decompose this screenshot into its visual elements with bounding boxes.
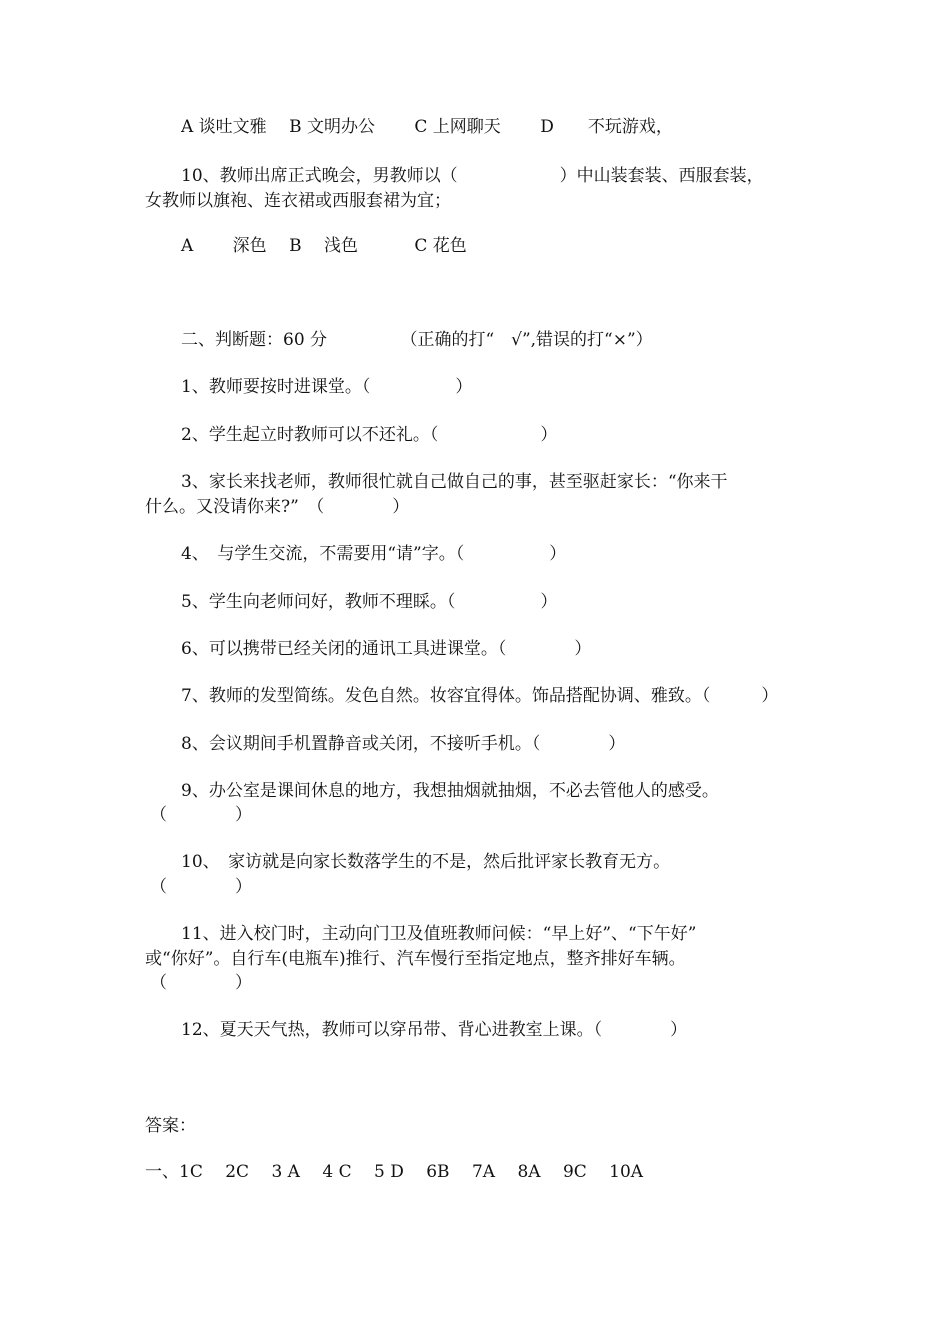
question-10-line-1: 10、教师出席正式晚会，男教师以（ ）中山装套装、西服套装， — [181, 166, 764, 186]
tf-item-5: 5、学生向老师问好，教师不理睬。（ ） — [181, 592, 558, 612]
tf-item-10-line-2: （ ） — [150, 877, 252, 897]
question-9-options: A 谈吐文雅 B 文明办公 C 上网聊天 D 不玩游戏， — [181, 117, 673, 137]
tf-item-11-line-3: （ ） — [150, 973, 252, 993]
section-2-heading: 二、判断题：60 分 （正确的打“ √”,错误的打“×”） — [181, 330, 653, 350]
tf-item-12: 12、夏天天气热，教师可以穿吊带、背心进教室上课。（ ） — [181, 1020, 688, 1040]
tf-item-11-line-1: 11、进入校门时，主动向门卫及值班教师问候：“早上好”、“下午好” — [181, 924, 697, 944]
tf-item-9-line-1: 9、办公室是课间休息的地方，我想抽烟就抽烟，不必去管他人的感受。 — [181, 781, 719, 801]
tf-item-6: 6、可以携带已经关闭的通讯工具进课堂。（ ） — [181, 639, 592, 659]
tf-item-4: 4、 与学生交流，不需要用“请”字。（ ） — [181, 544, 567, 564]
question-10-options: A 深色 B 浅色 C 花色 — [181, 236, 467, 256]
answers-label: 答案： — [145, 1116, 196, 1136]
tf-item-10-line-1: 10、 家访就是向家长数落学生的不是，然后批评家长教育无方。 — [181, 852, 671, 872]
tf-item-9-line-2: （ ） — [150, 805, 252, 825]
answers-line: 一、1C 2C 3 A 4 C 5 D 6B 7A 8A 9C 10A — [145, 1162, 644, 1182]
tf-item-1: 1、教师要按时进课堂。（ ） — [181, 377, 473, 397]
tf-item-7: 7、教师的发型简练。发色自然。妆容宜得体。饰品搭配协调、雅致。（ ） — [181, 686, 779, 706]
tf-item-2: 2、学生起立时教师可以不还礼。（ ） — [181, 425, 558, 445]
tf-item-8: 8、会议期间手机置静音或关闭，不接听手机。（ ） — [181, 734, 626, 754]
tf-item-11-line-2: 或“你好”。自行车(电瓶车)推行、汽车慢行至指定地点，整齐排好车辆。 — [145, 949, 686, 969]
tf-item-3-line-1: 3、家长来找老师，教师很忙就自己做自己的事，甚至驱赶家长：“你来干 — [181, 472, 728, 492]
question-10-line-2: 女教师以旗袍、连衣裙或西服套裙为宜； — [145, 191, 451, 211]
tf-item-3-line-2: 什么。又没请你来?” （ ） — [145, 497, 410, 517]
